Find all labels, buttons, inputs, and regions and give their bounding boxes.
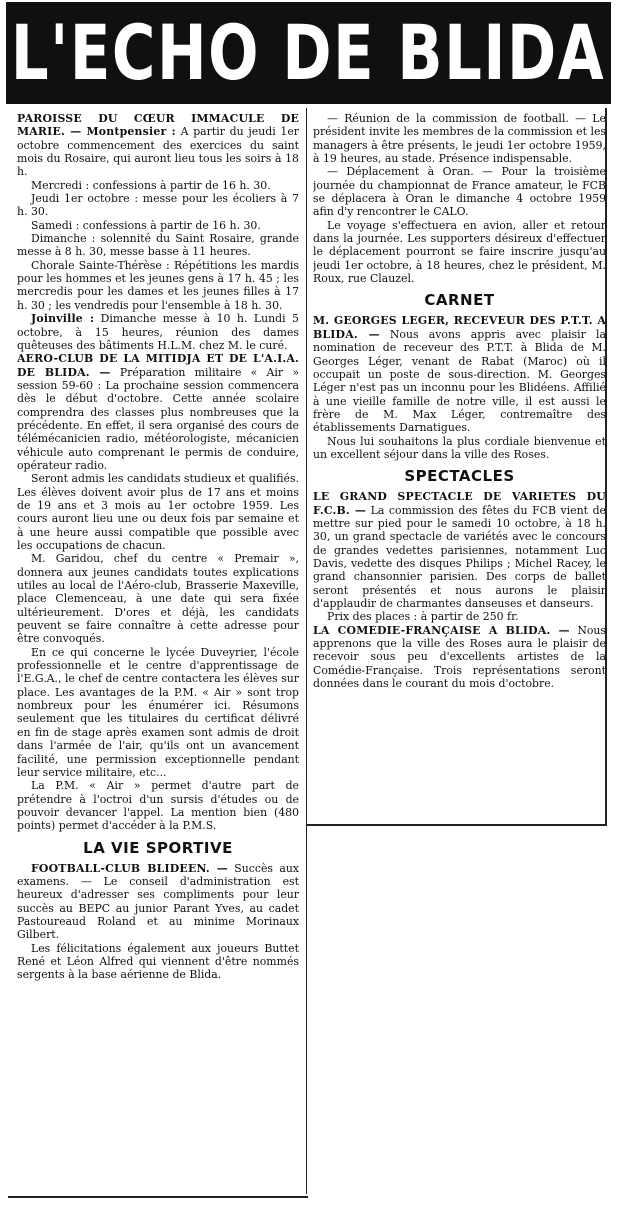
article-text: A partir du jeudi 1er octobre commencement des exercices du saint mois du Rosaire, qui auront lieu tous les soirs à 18 h. [17,125,299,179]
article-paragraph [17,779,299,832]
article-paragraph [17,862,299,942]
article-headline: Joinville : [31,312,95,326]
article-text: Jeudi 1er octobre : messe pour les écoliers à 7 h. 30. [17,192,299,219]
article-paragraph [313,219,606,286]
left-column-end-rule [8,1196,308,1198]
article-text: Dimanche : solennité du Saint Rosaire, grande messe à 8 h. 30, messe basse à 11 heures. [17,232,299,259]
article-text: Prix des places : à partir de 250 fr. [327,610,519,624]
article-paragraph [313,490,606,610]
article-text: La P.M. « Air » permet d'autre part de prétendre à l'octroi d'un sursis d'études ou de pouvoir devancer l'appel. La mention bien (480 points) permet d'accéder à la P.M.S. [17,779,299,833]
article-text: Les félicitations également aux joueurs Buttet René et Léon Alfred qui viennent d'être nommés sergents à la base aérienne de Blida. [17,941,299,982]
right-column-end-rule [307,824,605,826]
article-text: Mercredi : confessions à partir de 16 h. 30. [31,178,271,192]
article-text: Samedi : confessions à partir de 16 h. 30. [31,218,261,232]
article-text: — Réunion de la commission de football. — Le président invite les membres de la commission et les managers à être présents, le jeudi 1er octobre 1959, à 19 heures, au stade. Présence indispensable. [313,112,606,166]
article-text: Nous avons appris avec plaisir la nomination de receveur des P.T.T. à Blida de M. Georges Léger, venant de Rabat (Maroc) où il occupait un poste de sous-direction. M. Georges Léger n'est pas un inconnu pour les Blidéens. Affilié à une vieille famille de notre ville, il est aussi le frère de M. Max Léger, contremaître des établissements Darnatigues. [313,327,606,435]
article-paragraph [313,314,606,434]
masthead-banner [6,2,611,104]
article-paragraph [17,352,299,472]
article-text: La commission des fêtes du FCB vient de mettre sur pied pour le samedi 10 octobre, à 18 h. 30, un grand spectacle de variétés avec le concours de grandes vedettes parisiennes, notamment Luc Davis, vedette des disques Philips ; Michel Racey, le grand chansonnier parisien. Des corps de ballet seront présentés et nous aurons le plaisir d'applaudir de charmantes danseuses et danseurs. [313,503,606,610]
article-headline: AERO-CLUB DE LA MITIDJA ET DE L'A.I.A. DE BLIDA. — [17,352,299,379]
article-paragraph [313,112,606,165]
article-text: Succès aux examens. — Le conseil d'administration est heureux d'adresser ses compliments pour leur succès au BEPC au junior Parant Yves, au cadet Pastoureaud Roland et au minime Morinaux Gilbert. [17,861,299,942]
article-text: Chorale Sainte-Thérèse : Répétitions les mardis pour les hommes et les jeunes gens à 17 h. 45 ; les mercredis pour les dames et les jeunes filles à 17 h. 30 ; les vendredis pour l'ensemble à 18 h. 30. [17,258,299,312]
article-paragraph [313,610,606,623]
article-paragraph [313,435,606,462]
article-paragraph [313,165,606,218]
article-paragraph [17,219,299,232]
section-heading: SPECTACLES [404,467,515,486]
article-text: M. Garidou, chef du centre « Premair », donnera aux jeunes candidats toutes explications utiles au local de l'Aéro-club, Brasserie Maxeville, place Clemenceau, à une date qui sera fixée ultérieurement. D'ores et déjà, les candidats peuvent se faire connaître à cette adresse pour être convoqués. [17,552,299,646]
article-headline: M. GEORGES LEGER, RECEVEUR DES P.T.T. A BLIDA. — [313,314,606,341]
article-headline: FOOTBALL-CLUB BLIDEEN. — [31,861,228,875]
column-divider [306,108,307,1194]
article-headline: LA COMEDIE-FRANÇAISE A BLIDA. — [313,623,570,637]
article-paragraph [17,259,299,312]
article-paragraph [17,942,299,982]
article-text: Le voyage s'effectuera en avion, aller et retour dans la journée. Les supporters désireux d'effectuer le déplacement pourront se faire inscrire jusqu'au jeudi 1er octobre, à 18 heures, chez le président, M. Roux, rue Clauzel. [313,218,606,286]
right-column [313,112,606,690]
article-text: Seront admis les candidats studieux et qualifiés. Les élèves doivent avoir plus de 17 ans et moins de 19 ans et 3 mois au 1er octobre 1959. Les cours auront lieu une ou deux fois par semaine et à une heure aussi compatible que possible avec les occupations de chacun. [17,472,299,552]
article-text: Dimanche messe à 10 h. Lundi 5 octobre, à 15 heures, réunion des dames quêteuses des bâtiments H.L.M. chez M. le curé. [17,312,299,352]
article-paragraph [17,312,299,352]
article-headline: LE GRAND SPECTACLE DE VARIETES DU F.C.B. — [313,490,606,517]
article-text: — Déplacement à Oran. — Pour la troisième journée du championnat de France amateur, le FCB se déplacera à Oran le dimanche 4 octobre 1959 afin d'y rencontrer le CALO. [313,165,606,219]
article-paragraph [17,232,299,259]
masthead-title: L'ECHO DE BLIDA [11,8,606,97]
article-text: Préparation militaire « Air » session 59-60 : La prochaine session commencera dès le début d'octobre. Cette année scolaire comprendra des classes plus nombreuses que la précédente. En effet, il sera organisé des cours de télémécanicien radio, météorologiste, mécanicien véhicule auto comprenant le permis de conduire, opérateur radio. [17,365,299,472]
article-paragraph [17,646,299,779]
article-headline: PAROISSE DU CŒUR IMMACULE DE MARIE. — Montpensier : [17,112,299,139]
article-paragraph [17,179,299,192]
article-text: Nous lui souhaitons la plus cordiale bienvenue et un excellent séjour dans la ville des Roses. [313,434,606,461]
article-text: Nous apprenons que la ville des Roses aura le plaisir de recevoir sous peu d'excellents artistes de la Comédie-Française. Trois représentations seront données dans le courant du mois d'octobre. [313,623,606,691]
section-heading: LA VIE SPORTIVE [83,838,233,857]
article-paragraph [17,472,299,552]
article-paragraph [17,552,299,645]
article-text: En ce qui concerne le lycée Duveyrier, l'école professionnelle et le centre d'apprentissage de l'E.G.A., le chef de centre contactera les élèves sur place. Les avantages de la P.M. « Air » sont trop nombreux pour les énumérer ici. Résumons seulement que les titulaires du certificat délivré en fin de stage après examen sont admis de droit dans l'armée de l'air, qu'ils ont un avancement facilité, une permission exceptionnelle pendant leur service militaire, etc... [17,645,299,779]
section-heading: CARNET [424,291,495,310]
article-paragraph [17,192,299,219]
article-paragraph [313,624,606,691]
article-paragraph [17,112,299,179]
left-column [17,112,299,982]
